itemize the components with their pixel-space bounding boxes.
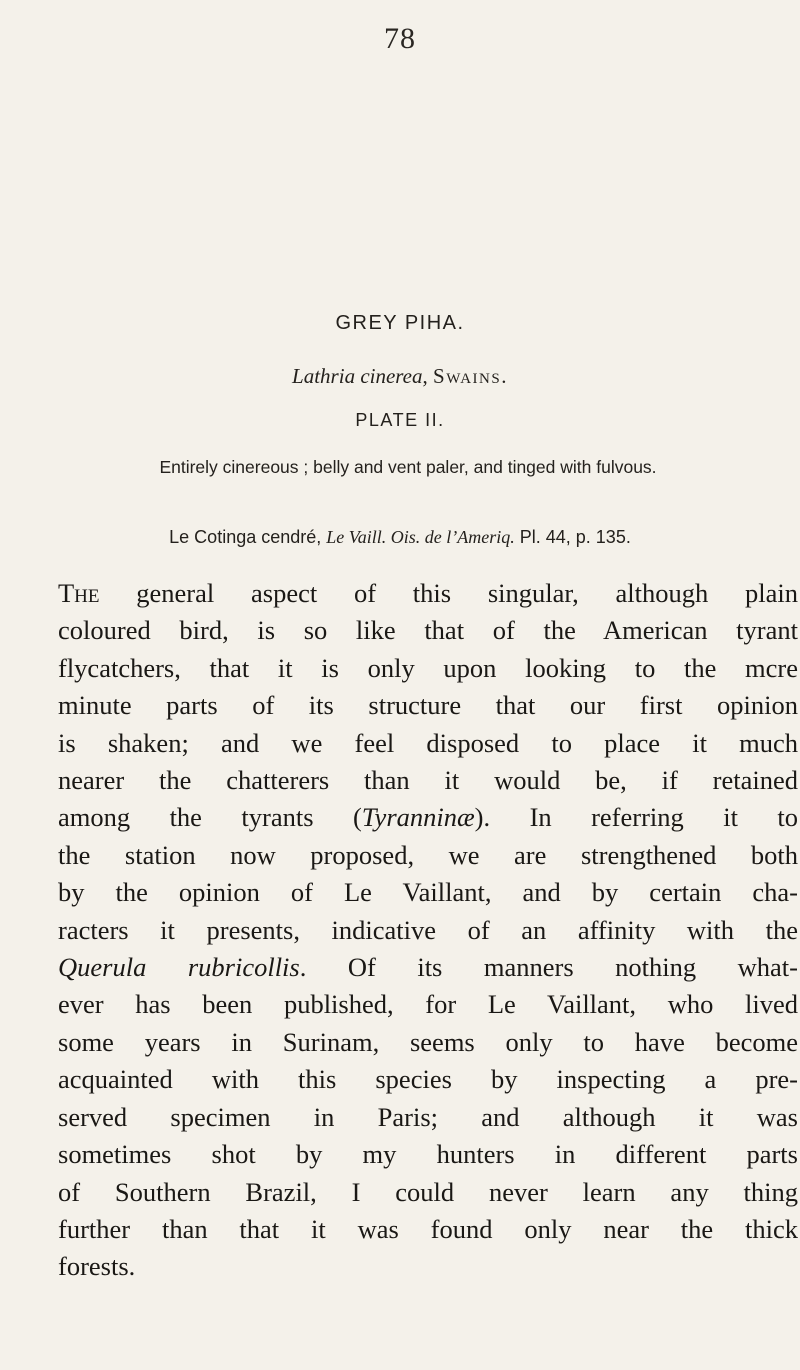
scientific-name	[0, 364, 800, 389]
text-line: minute parts of its structure that our first opinion	[58, 690, 798, 721]
name-separator: ,	[422, 364, 434, 388]
synonym-reference	[0, 527, 800, 548]
species-title: GREY PIHA.	[335, 312, 465, 334]
text-line: the station now proposed, we are strengthened both	[58, 839, 798, 870]
text-line: further than that it was found only near the thick	[58, 1213, 798, 1244]
text-line: sometimes shot by my hunters in different parts	[58, 1139, 798, 1170]
text-line: acquainted with this species by inspecting a pre-	[58, 1064, 798, 1095]
name-authority: Swains.	[433, 364, 508, 388]
text-line: of Southern Brazil, I could never learn any thing	[58, 1176, 798, 1207]
text-line: served specimen in Paris; and although it was	[58, 1101, 798, 1132]
text-line	[58, 799, 798, 836]
drop-word: The	[58, 578, 100, 608]
text-line: forests.	[58, 1251, 136, 1282]
body-paragraph	[58, 575, 798, 1286]
text-line	[58, 949, 798, 986]
text-line: racters it presents, indicative of an affinity with the	[58, 914, 798, 945]
text-line: nearer the chatterers than it would be, if retained	[58, 765, 798, 796]
text-segment: ). In referring it to	[474, 802, 798, 833]
text-line: flycatchers, that it is only upon looking to the mcre	[58, 652, 798, 683]
text-line: ever has been published, for Le Vaillant, who lived	[58, 989, 798, 1020]
text-line: by the opinion of Le Vaillant, and by certain cha-	[58, 877, 798, 908]
text-line: coloured bird, is so like that of the American tyrant	[58, 615, 798, 646]
text-line: is shaken; and we feel disposed to place it much	[58, 727, 798, 758]
synonym-source: Le Vaill. Ois. de l’Ameriq.	[326, 527, 515, 547]
text-segment: among the tyrants (	[58, 802, 362, 833]
taxon-name: Querula rubricollis	[58, 952, 300, 983]
plate-label: PLATE II.	[355, 410, 445, 430]
synonym-plate: Pl. 44, p. 135.	[514, 527, 631, 547]
text-segment: . Of its manners nothing what-	[299, 952, 798, 983]
text-line: some years in Surinam, seems only to have become	[58, 1026, 798, 1057]
latin-name: Lathria cinerea	[292, 364, 423, 388]
species-description: Entirely cinereous ; belly and vent paler, and tinged with fulvous.	[159, 457, 657, 477]
text-segment: general aspect of this singular, although plain	[99, 578, 798, 608]
taxon-name: Tyranninæ	[361, 802, 475, 833]
text-line	[58, 575, 798, 612]
synonym-name: Le Cotinga cendré,	[169, 527, 327, 547]
page-number: 78	[384, 22, 416, 55]
